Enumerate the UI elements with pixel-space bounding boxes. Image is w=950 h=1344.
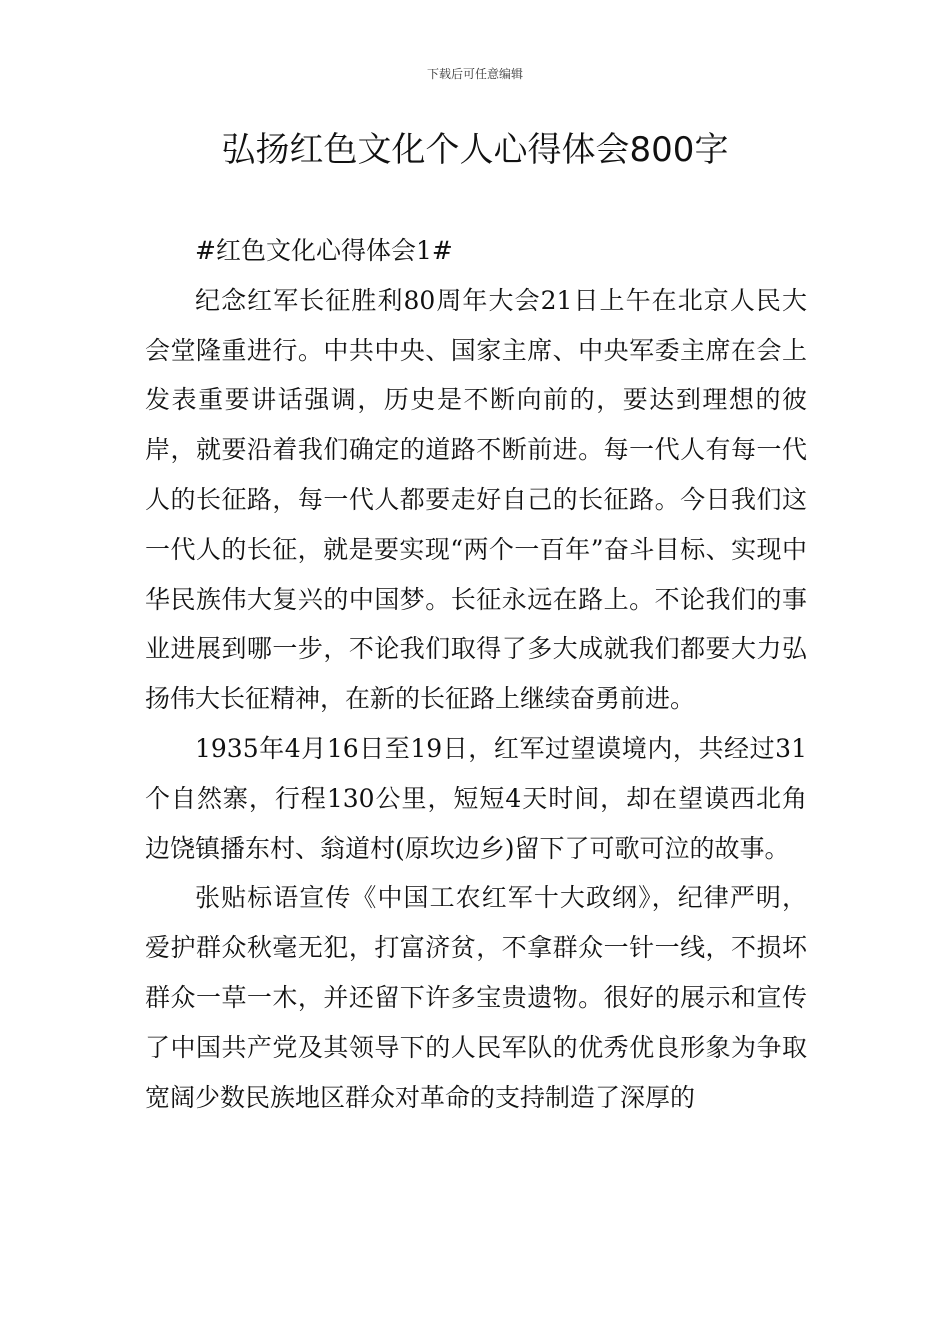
document-title: 弘扬红色文化个人心得体会800字 [221,130,729,170]
paragraph: 纪念红军长征胜利80周年大会21日上午在北京人民大会堂隆重进行。中共中央、国家主席、中央军委主席在会上发表重要讲话强调，历史是不断向前的，要达到理想的彼岸，就要沿着我们确定的道路不断前进。每一代人有每一代人的长征路，每一代人都要走好自己的长征路。今日我们这一代人的长征，就是要实现“两个一百年”奋斗目标、实现中华民族伟大复兴的中国梦。长征永远在路上。不论我们的事业进展到哪一步，不论我们取得了多大成就我们都要大力弘扬伟大长征精神，在新的长征路上继续奋勇前进。 [145,285,807,714]
document-body [145,226,807,1122]
paragraph-heading: #红色文化心得体会1# [195,236,453,265]
header-note: 下载后可任意编辑 [426,67,523,81]
paragraph: 1935年4月16日至19日，红军过望谟境内，共经过31个自然寨，行程130公里，短短4天时间，却在望谟西北角边饶镇播东村、翁道村(原坎边乡)留下了可歌可泣的故事。 [145,733,807,863]
paragraph: 张贴标语宣传《中国工农红军十大政纲》，纪律严明，爱护群众秋毫无犯，打富济贫，不拿群众一针一线，不损坏群众一草一木，并还留下许多宝贵遗物。很好的展示和宣传了中国共产党及其领导下的人民军队的优秀优良形象为争取宽阔少数民族地区群众对革命的支持制造了深厚的 [145,883,807,1112]
